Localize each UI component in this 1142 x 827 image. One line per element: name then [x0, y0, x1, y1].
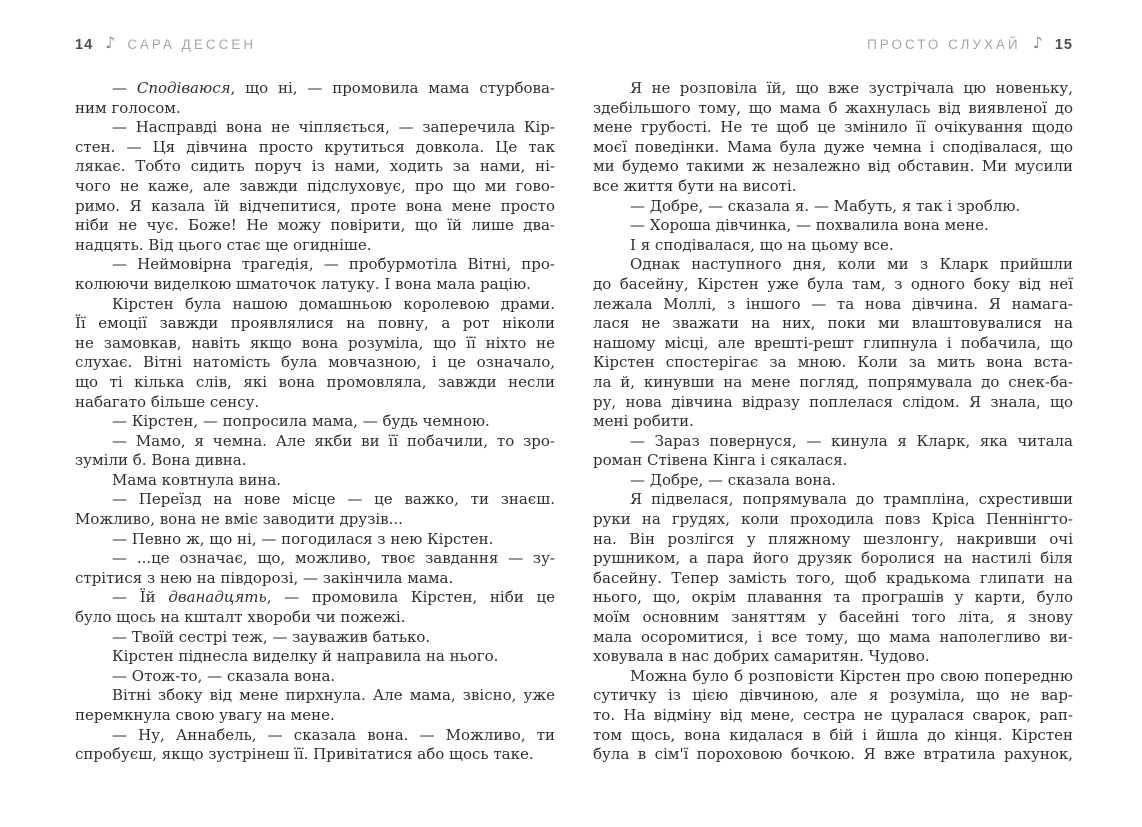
text-line: Однак наступного дня, коли ми з Кларк прийшли — [630, 255, 1073, 274]
music-note-icon: ♪ — [105, 33, 116, 52]
text-line: — Певно ж, що ні, — погодилася з нею Кірстен. — [112, 529, 494, 548]
text-line: мене грубості. Не те щоб це змінило її очікування щодо — [593, 118, 1073, 137]
text-line: Вітні збоку від мене пирхнула. Але мама, звісно, уже — [112, 686, 555, 705]
text-line: моєї поведінки. Мама була дуже чемна і сподівалася, що — [593, 137, 1073, 156]
text-line: — Насправді вона не чіпляється, — заперечила Кір- — [112, 118, 555, 137]
text-line: руки на грудях, коли проходила повз Кріса Пеннінгто- — [593, 510, 1073, 529]
text-line: римо. Я казала їй відчепитися, проте вона мене просто — [75, 196, 555, 215]
text-line: здебільшого тому, що мама б жахнулась від виявленої до — [593, 98, 1073, 117]
text-line: стен. — Ця дівчина просто крутиться довкола. Це так — [75, 137, 555, 156]
text-line: Кірстен була нашою домашньою королевою драми. — [112, 294, 555, 313]
text-line: лякає. Тобто сидить поруч із нами, ходить за нами, ні- — [75, 157, 555, 176]
text-line: сутичку із цією дівчиною, але я розуміла, що не вар- — [593, 686, 1073, 705]
paragraph — [593, 471, 1073, 491]
paragraph — [75, 490, 555, 529]
paragraph — [593, 255, 1073, 431]
text-line: Можливо, вона не вміє заводити друзів... — [75, 510, 403, 529]
paragraph — [75, 79, 555, 118]
paragraph — [593, 667, 1073, 765]
text-line: то. На відміну від мене, сестра не цуралася сварок, рап- — [593, 706, 1073, 724]
paragraph — [593, 432, 1073, 471]
text-line: Кірстен спостерігає за мною. Коли за мить вона вста- — [593, 353, 1073, 372]
right-page-number: 15 — [1054, 36, 1073, 53]
text-line: була в сім'ї пороховою бочкою. Я вже втратила рахунок, — [593, 745, 1073, 764]
text-line: басейну. Тепер замість того, щоб крадькома глипати на — [593, 568, 1073, 587]
text-line: ним голосом. — [75, 98, 181, 117]
text-line: до басейну, Кірстен уже була там, з одного боку від неї — [593, 274, 1073, 293]
text-line: Кірстен піднесла виделку й направила на нього. — [112, 647, 499, 666]
text-line: ховувала в нас добрих самаритян. Чудово. — [593, 647, 930, 666]
paragraph — [593, 197, 1073, 217]
text-line: слухає. Вітні натомість була мовчазною, і це означало, — [75, 353, 555, 372]
text-line: — Сподіваюся, що ні, — промовила мама стурбова- — [112, 79, 555, 97]
text-line: — Хороша дівчинка, — похвалила вона мене. — [630, 216, 989, 235]
text-line: ла й, кинувши на мене погляд, попрямувала до снек-ба- — [593, 372, 1073, 391]
paragraph — [75, 667, 555, 687]
author-running-title: САРА ДЕССЕН — [127, 37, 257, 52]
paragraph — [75, 118, 555, 255]
text-line: рушником, а пара його друзяк боролися на настилі біля — [593, 549, 1073, 568]
text-line: Її емоції завжди проявлялися на повну, а рот ніколи — [75, 314, 555, 333]
text-line: І я сподівалася, що на цьому все. — [630, 235, 894, 254]
left-page-header — [75, 33, 555, 53]
text-line: ми будемо такими ж незалежно від обставин. Ми мусили — [593, 157, 1073, 176]
text-line: не замовкав, навіть якщо вона розуміла, що її ніхто не — [75, 333, 555, 352]
paragraph — [75, 530, 555, 550]
music-note-icon: ♪ — [1032, 33, 1043, 52]
text-line: колюючи виделкою шматочок латуку. І вона мала рацію. — [75, 274, 531, 293]
paragraph — [75, 432, 555, 471]
paragraph — [75, 255, 555, 294]
text-line: надцять. Від цього стає ще огидніше. — [75, 235, 372, 254]
paragraph — [75, 295, 555, 413]
text-line: — Твоїй сестрі теж, — зауважив батько. — [112, 627, 431, 646]
text-line: Я підвелася, попрямувала до трампліна, схрестивши — [630, 490, 1073, 509]
paragraph — [75, 549, 555, 588]
text-line: було щось на кшталт хвороби чи пожежі. — [75, 608, 406, 627]
text-line: Мама ковтнула вина. — [112, 470, 282, 489]
paragraph — [593, 236, 1073, 256]
text-line: нього, що, окрім плавання та програшів у карти, було — [593, 588, 1073, 607]
text-line: — Неймовірна трагедія, — пробурмотіла Вітні, про- — [112, 255, 555, 274]
text-line: — Ну, Аннабель, — сказала вона. — Можливо, ти — [112, 725, 555, 744]
text-line: набагато більше сенсу. — [75, 392, 260, 411]
text-line: мені робити. — [593, 412, 694, 431]
text-line: моїм основним заняттям у басейні того літа, я знову — [593, 608, 1073, 627]
paragraph — [593, 490, 1073, 666]
text-line: перемкнула свою увагу на мене. — [75, 706, 335, 724]
text-line: нашому місці, але врешті-решт глипнула і побачила, що — [593, 333, 1073, 352]
text-line: том щось, вона кидалася в бій і йшла до кінця. Кірстен — [593, 725, 1073, 744]
paragraph — [75, 471, 555, 491]
text-line: — ...це означає, що, можливо, твоє завдання — зу- — [112, 549, 555, 568]
text-line: — Отож-то, — сказала вона. — [112, 666, 336, 685]
text-line: зуміли б. Вона дивна. — [75, 451, 247, 470]
text-line: роман Стівена Кінга і сякалася. — [593, 451, 848, 470]
text-line: лежала Моллі, з іншого — та нова дівчина. Я намага- — [593, 294, 1073, 313]
text-line: Можна було б розповісти Кірстен про свою попередню — [630, 666, 1073, 685]
paragraph — [75, 686, 555, 725]
text-line: стрітися з нею на півдорозі, — закінчила мама. — [75, 568, 454, 587]
paragraph — [593, 79, 1073, 197]
paragraph — [593, 216, 1073, 236]
text-line: — Їй дванадцять, — промовила Кірстен, ніби це — [112, 588, 555, 607]
text-line: — Зараз повернуся, — кинула я Кларк, яка читала — [630, 431, 1073, 450]
right-page-header — [593, 33, 1073, 53]
paragraph — [75, 647, 555, 667]
left-page-number: 14 — [75, 36, 94, 53]
text-line: — Кірстен, — попросила мама, — будь чемною. — [112, 412, 490, 431]
text-line: — Добре, — сказала я. — Мабуть, я так і зроблю. — [630, 196, 1021, 215]
left-page-text — [75, 79, 555, 765]
paragraph — [75, 412, 555, 432]
book-running-title: ПРОСТО СЛУХАЙ — [867, 37, 1021, 52]
text-line: лася не зважати на них, поки ми влаштовувалися на — [593, 314, 1073, 333]
left-page — [75, 33, 555, 765]
paragraph — [75, 588, 555, 627]
paragraph — [75, 726, 555, 765]
text-line: на. Він розлігся у пляжному шезлонгу, накривши очі — [593, 529, 1073, 548]
text-line: спробуєш, якщо зустрінеш її. Привітатися або щось таке. — [75, 745, 534, 764]
text-line: — Мамо, я чемна. Але якби ви її побачили, то зро- — [112, 431, 555, 450]
text-line: чого не каже, але завжди підслуховує, про що ми гово- — [75, 176, 555, 195]
text-line: — Переїзд на нове місце — це важко, ти знаєш. — [112, 490, 555, 509]
text-line: — Добре, — сказала вона. — [630, 470, 837, 489]
text-line: що ті кілька слів, які вона промовляла, завжди несли — [75, 372, 555, 391]
text-line: все життя бути на висоті. — [593, 176, 797, 195]
right-page-text — [593, 79, 1073, 765]
right-page — [593, 33, 1073, 765]
text-line: мала осоромитися, і все тому, що мама наполегливо ви- — [593, 627, 1073, 646]
text-line: ніби не чує. Боже! Не можу повірити, що їй лише два- — [75, 216, 555, 235]
text-line: ру, нова дівчина відразу поплелася слідом. Я знала, що — [593, 392, 1073, 411]
text-line: Я не розповіла їй, що вже зустрічала цю новеньку, — [630, 79, 1073, 97]
paragraph — [75, 628, 555, 648]
